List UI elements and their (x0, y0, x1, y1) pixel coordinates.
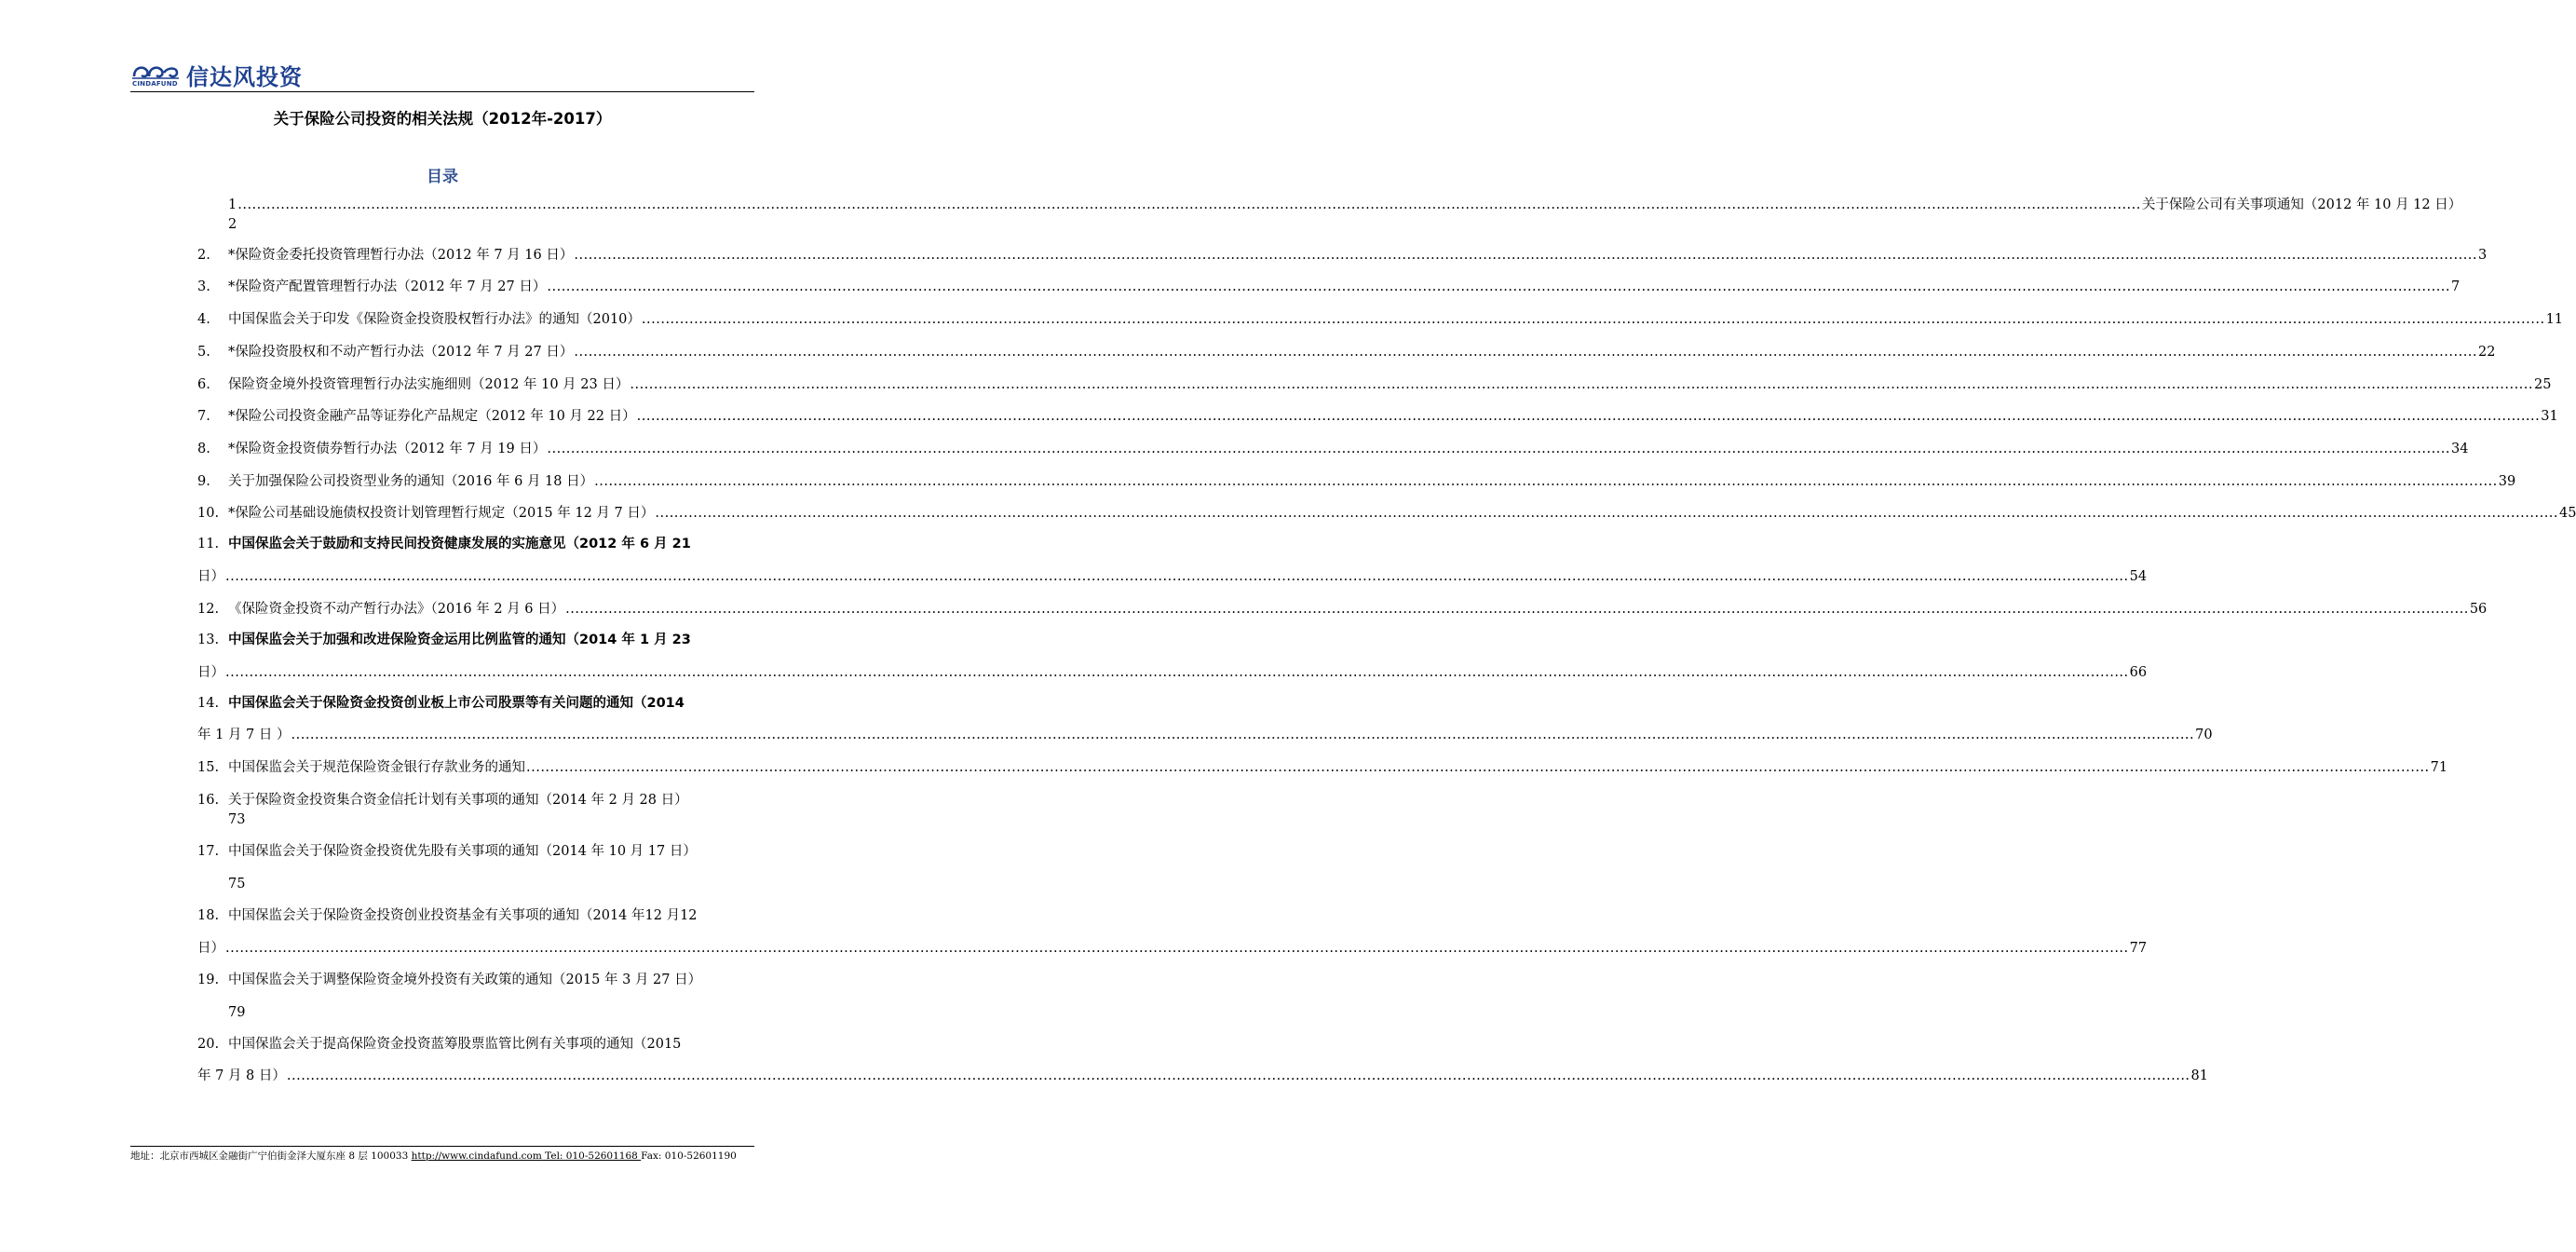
toc-leader: ................................................................................................................................................................................................................................................................................................................................................................................................................ (594, 474, 2498, 489)
toc-entry (197, 504, 2576, 523)
toc-entry-number: 5. (197, 345, 210, 360)
toc-entry-title: 中国保监会关于保险资金投资创业板上市公司股票等有关问题的通知（2014 (228, 696, 685, 711)
logo-english: CINDAFUND (132, 80, 178, 88)
toc-entry-number: 8. (197, 442, 210, 456)
toc-entry-number: 17. (197, 844, 220, 859)
toc-entry-page: 81 (2190, 1068, 2208, 1083)
toc-entry-page: 54 (2129, 569, 2148, 584)
toc-entry-title: *保险公司投资金融产品等证券化产品规定（2012 年 10 月 22 日） (228, 409, 636, 424)
toc-entry-page: 79 (228, 1005, 246, 1020)
toc-leader: ................................................................................................................................................................................................................................................................................................................................................................................................................ (655, 506, 2559, 521)
toc-entry-page: 11 (2545, 312, 2564, 327)
toc-entry-title: 关于保险资金投资集合资金信托计划有关事项的通知（2014 年 2 月 28 日） (228, 793, 688, 808)
footer-divider (130, 1146, 754, 1147)
toc-entry-number: 1 (228, 197, 237, 212)
toc-entry-title: *保险公司基础设施债权投资计划管理暂行规定（2015 年 12 月 7 日） (228, 506, 655, 521)
toc-entry-title-cont: 年 1 月 7 日 ） (197, 728, 291, 742)
toc-entry-number: 13. (197, 633, 220, 647)
footer-tel: Tel: 010-52601168 (541, 1150, 642, 1162)
toc-leader: ................................................................................................................................................................................................................................................................................................................................................................................................................ (237, 197, 2141, 212)
toc-entry-title: *保险资金委托投资管理暂行办法（2012 年 7 月 16 日） (228, 248, 574, 263)
toc-entry-title: 中国保监会关于规范保险资金银行存款业务的通知 (228, 760, 525, 775)
toc-entry (197, 246, 2488, 265)
toc-entry-continuation (197, 1067, 2208, 1085)
toc-entry-page: 3 (2478, 248, 2488, 263)
footer (130, 1149, 754, 1163)
toc-entry-page: 31 (2541, 409, 2558, 424)
toc-entry-title: 关于保险公司有关事项通知（2012 年 10 月 12 日） (2141, 197, 2462, 212)
toc-entry (197, 694, 752, 713)
toc-entry-number: 16. (197, 793, 220, 808)
toc-entry (197, 631, 752, 649)
toc-entry (197, 1035, 752, 1054)
toc-entry-continuation (197, 663, 2148, 682)
toc-entry (197, 375, 2552, 394)
toc-entry-title: 《保险资金投资不动产暂行办法》（2016 年 2 月 6 日） (228, 602, 565, 617)
toc-entry-title: 中国保监会关于加强和改进保险资金运用比例监管的通知（2014 年 1 月 23 (228, 633, 691, 647)
toc-entry-number: 2. (197, 248, 210, 263)
toc-entry-page: 25 (2534, 377, 2552, 392)
toc-entry-number: 20. (197, 1037, 220, 1052)
toc-leader: ................................................................................................................................................................................................................................................................................................................................................................................................................ (225, 941, 2129, 956)
toc-entry (197, 535, 752, 553)
toc-leader: ................................................................................................................................................................................................................................................................................................................................................................................................................ (225, 569, 2129, 584)
toc-leader: ................................................................................................................................................................................................................................................................................................................................................................................................................ (636, 409, 2541, 424)
toc-leader: ................................................................................................................................................................................................................................................................................................................................................................................................................ (641, 312, 2545, 327)
toc-leader: ................................................................................................................................................................................................................................................................................................................................................................................................................ (574, 345, 2478, 360)
logo-chinese: 信达风投资 (186, 64, 303, 90)
toc-entry-title: 中国保监会关于印发《保险资金投资股权暂行办法》的通知（2010） (228, 312, 641, 327)
toc-entry-number: 18. (197, 908, 220, 923)
toc-leader: ................................................................................................................................................................................................................................................................................................................................................................................................................ (547, 279, 2451, 294)
toc-entry (197, 906, 752, 925)
toc-entry-page: 70 (2195, 728, 2213, 742)
toc-entry-number: 10. (197, 506, 220, 521)
toc-entry-number: 7. (197, 409, 210, 424)
toc-entry (197, 600, 2488, 619)
toc-entry (197, 791, 752, 810)
toc-entry-number: 9. (197, 474, 210, 489)
toc-entry (197, 472, 2516, 491)
toc-entry-title: 中国保监会关于调整保险资金境外投资有关政策的通知（2015 年 3 月 27 日） (228, 973, 702, 987)
toc-leader: ................................................................................................................................................................................................................................................................................................................................................................................................................ (565, 602, 2469, 617)
toc-entry-page: 22 (2478, 345, 2496, 360)
document-title: 关于保险公司投资的相关法规（2012年-2017） (273, 110, 612, 128)
toc-entry-title: 中国保监会关于保险资金投资优先股有关事项的通知（2014 年 10 月 17 日） (228, 844, 697, 859)
toc-leader: ................................................................................................................................................................................................................................................................................................................................................................................................................ (574, 248, 2478, 263)
toc-entry-number: 15. (197, 760, 220, 775)
toc-entry-title: *保险资金投资债券暂行办法（2012 年 7 月 19 日） (228, 442, 547, 456)
toc-entry-page: 34 (2451, 442, 2469, 456)
toc-entry-page: 77 (2129, 941, 2148, 956)
toc-entry-title-cont: 日） (197, 665, 224, 680)
toc-entry-number: 19. (197, 973, 220, 987)
toc-entry-title-cont: 年 7 月 8 日） (197, 1068, 286, 1083)
toc-entry-title: 中国保监会关于提高保险资金投资蓝筹股票监管比例有关事项的通知（2015 (228, 1037, 682, 1052)
toc-entry-continuation (197, 726, 2213, 744)
toc-entry-title: 保险资金境外投资管理暂行办法实施细则（2012 年 10 月 23 日） (228, 377, 630, 392)
toc-entry-title: *保险投资股权和不动产暂行办法（2012 年 7 月 27 日） (228, 345, 574, 360)
toc-entry (197, 440, 2469, 458)
toc-heading: 目录 (427, 168, 458, 186)
toc-entry-page: 75 (228, 877, 246, 891)
toc-entry-title: *保险资产配置管理暂行办法（2012 年 7 月 27 日） (228, 279, 547, 294)
toc-entry-page: 7 (2451, 279, 2461, 294)
toc-leader: ................................................................................................................................................................................................................................................................................................................................................................................................................ (630, 377, 2534, 392)
toc-entry-page: 73 (228, 812, 246, 827)
toc-leader: ................................................................................................................................................................................................................................................................................................................................................................................................................ (225, 665, 2129, 680)
toc-entry-page: 2 (228, 217, 237, 232)
toc-leader: ................................................................................................................................................................................................................................................................................................................................................................................................................ (547, 442, 2451, 456)
toc-leader: ................................................................................................................................................................................................................................................................................................................................................................................................................ (286, 1068, 2190, 1083)
toc-entry (197, 407, 2558, 426)
toc-entry (197, 971, 752, 989)
toc-entry-page: 66 (2129, 665, 2148, 680)
toc-entry-title: 中国保监会关于鼓励和支持民间投资健康发展的实施意见（2012 年 6 月 21 (228, 537, 691, 551)
toc-entry-number: 14. (197, 696, 220, 711)
toc-entry (197, 310, 2564, 329)
toc-entry-number: 11. (197, 537, 220, 551)
toc-entry-title: 中国保监会关于保险资金投资创业投资基金有关事项的通知（2014 年12 月12 (228, 908, 698, 923)
toc-entry (197, 343, 2496, 361)
toc-entry-page: 39 (2498, 474, 2516, 489)
toc-entry-page: 71 (2430, 760, 2448, 775)
toc-entry-title-cont: 日） (197, 569, 224, 584)
toc-entry (197, 758, 2448, 777)
header-divider (130, 91, 754, 92)
toc-entry-page: 45 (2559, 506, 2576, 521)
letterhead (130, 58, 754, 91)
footer-fax: Fax: 010-52601190 (641, 1150, 737, 1162)
toc-entry-continuation (197, 939, 2148, 958)
toc-entry-number: 12. (197, 602, 220, 617)
toc-entry (197, 278, 2461, 296)
toc-entry-continuation (197, 567, 2148, 586)
footer-url-link[interactable]: http://www.cindafund.com (411, 1150, 542, 1162)
toc-entry-number: 6. (197, 377, 210, 392)
toc-entry (228, 196, 2462, 214)
toc-entry (197, 842, 752, 861)
toc-entry-title-cont: 日） (197, 941, 224, 956)
toc-leader: ................................................................................................................................................................................................................................................................................................................................................................................................................ (291, 728, 2195, 742)
toc-entry-title: 关于加强保险公司投资型业务的通知（2016 年 6 月 18 日） (228, 474, 594, 489)
toc-entry-number: 3. (197, 279, 210, 294)
footer-address: 地址：北京市西城区金融街广宁伯街金泽大厦东座 8 层 100033 (130, 1150, 412, 1162)
toc-entry-page: 56 (2469, 602, 2488, 617)
toc-entry-number: 4. (197, 312, 210, 327)
toc-leader: ................................................................................................................................................................................................................................................................................................................................................................................................................ (526, 760, 2430, 775)
